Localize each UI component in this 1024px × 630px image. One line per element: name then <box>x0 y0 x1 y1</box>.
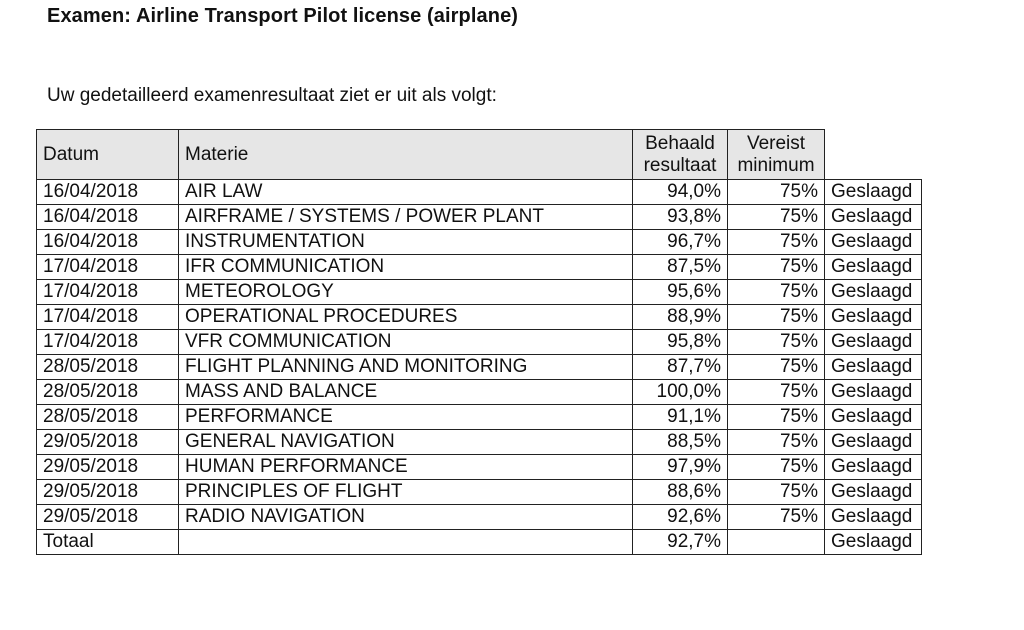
score-cell: 88,9% <box>633 305 728 330</box>
subject-cell: OPERATIONAL PROCEDURES <box>179 305 633 330</box>
header-minimum-line1: Vereist <box>746 132 806 154</box>
score-cell: 87,5% <box>633 255 728 280</box>
score-cell: 93,8% <box>633 205 728 230</box>
header-row <box>37 130 922 180</box>
minimum-cell: 75% <box>728 180 825 205</box>
table-row <box>37 430 922 455</box>
page-title: Examen: Airline Transport Pilot license (airplane) <box>47 5 519 27</box>
results-table <box>36 129 922 555</box>
header-minimum-line2: minimum <box>737 154 815 176</box>
date-cell: 17/04/2018 <box>37 255 179 280</box>
date-cell: 28/05/2018 <box>37 355 179 380</box>
status-cell: Geslaagd <box>825 255 922 280</box>
minimum-cell: 75% <box>728 330 825 355</box>
minimum-cell: 75% <box>728 230 825 255</box>
score-cell: 100,0% <box>633 380 728 405</box>
subject-cell: RADIO NAVIGATION <box>179 505 633 530</box>
table-row <box>37 480 922 505</box>
subject-cell: PERFORMANCE <box>179 405 633 430</box>
header-score-line1: Behaald <box>645 132 715 154</box>
table-row <box>37 380 922 405</box>
total-minimum <box>728 530 825 555</box>
subject-cell: VFR COMMUNICATION <box>179 330 633 355</box>
date-cell: 29/05/2018 <box>37 480 179 505</box>
status-cell: Geslaagd <box>825 505 922 530</box>
subject-cell: MASS AND BALANCE <box>179 380 633 405</box>
minimum-cell: 75% <box>728 205 825 230</box>
header-score <box>633 130 728 180</box>
status-cell: Geslaagd <box>825 205 922 230</box>
status-cell: Geslaagd <box>825 305 922 330</box>
total-row <box>37 530 922 555</box>
minimum-cell: 75% <box>728 280 825 305</box>
date-cell: 28/05/2018 <box>37 380 179 405</box>
table-row <box>37 280 922 305</box>
table-row <box>37 355 922 380</box>
date-cell: 29/05/2018 <box>37 430 179 455</box>
table-row <box>37 205 922 230</box>
minimum-cell: 75% <box>728 480 825 505</box>
subject-cell: GENERAL NAVIGATION <box>179 430 633 455</box>
score-cell: 94,0% <box>633 180 728 205</box>
minimum-cell: 75% <box>728 255 825 280</box>
table-row <box>37 405 922 430</box>
status-cell: Geslaagd <box>825 355 922 380</box>
status-cell: Geslaagd <box>825 280 922 305</box>
date-cell: 16/04/2018 <box>37 230 179 255</box>
date-cell: 28/05/2018 <box>37 405 179 430</box>
subject-cell: AIRFRAME / SYSTEMS / POWER PLANT <box>179 205 633 230</box>
header-score-line2: resultaat <box>643 154 717 176</box>
table-row <box>37 330 922 355</box>
total-status: Geslaagd <box>825 530 922 555</box>
date-cell: 17/04/2018 <box>37 305 179 330</box>
minimum-cell: 75% <box>728 305 825 330</box>
table-row <box>37 255 922 280</box>
intro-text: Uw gedetailleerd examenresultaat ziet er uit als volgt: <box>47 85 497 106</box>
minimum-cell: 75% <box>728 380 825 405</box>
status-cell: Geslaagd <box>825 380 922 405</box>
status-cell: Geslaagd <box>825 180 922 205</box>
header-date: Datum <box>37 130 179 180</box>
subject-cell: AIR LAW <box>179 180 633 205</box>
date-cell: 16/04/2018 <box>37 180 179 205</box>
header-subject: Materie <box>179 130 633 180</box>
date-cell: 17/04/2018 <box>37 330 179 355</box>
score-cell: 97,9% <box>633 455 728 480</box>
subject-cell: FLIGHT PLANNING AND MONITORING <box>179 355 633 380</box>
subject-cell: IFR COMMUNICATION <box>179 255 633 280</box>
status-cell: Geslaagd <box>825 230 922 255</box>
table-row <box>37 455 922 480</box>
header-blank <box>825 130 922 180</box>
minimum-cell: 75% <box>728 455 825 480</box>
minimum-cell: 75% <box>728 430 825 455</box>
table-header <box>37 130 922 180</box>
total-score: 92,7% <box>633 530 728 555</box>
date-cell: 29/05/2018 <box>37 505 179 530</box>
status-cell: Geslaagd <box>825 430 922 455</box>
minimum-cell: 75% <box>728 505 825 530</box>
date-cell: 29/05/2018 <box>37 455 179 480</box>
subject-cell: METEOROLOGY <box>179 280 633 305</box>
total-subject <box>179 530 633 555</box>
date-cell: 16/04/2018 <box>37 205 179 230</box>
subject-cell: INSTRUMENTATION <box>179 230 633 255</box>
status-cell: Geslaagd <box>825 455 922 480</box>
table-row <box>37 180 922 205</box>
score-cell: 92,6% <box>633 505 728 530</box>
minimum-cell: 75% <box>728 355 825 380</box>
status-cell: Geslaagd <box>825 480 922 505</box>
status-cell: Geslaagd <box>825 405 922 430</box>
table-row <box>37 230 922 255</box>
subject-cell: HUMAN PERFORMANCE <box>179 455 633 480</box>
total-label: Totaal <box>37 530 179 555</box>
score-cell: 95,8% <box>633 330 728 355</box>
status-cell: Geslaagd <box>825 330 922 355</box>
subject-cell: PRINCIPLES OF FLIGHT <box>179 480 633 505</box>
score-cell: 91,1% <box>633 405 728 430</box>
table-body <box>37 180 922 530</box>
table-footer <box>37 530 922 555</box>
header-minimum <box>728 130 825 180</box>
score-cell: 88,6% <box>633 480 728 505</box>
date-cell: 17/04/2018 <box>37 280 179 305</box>
score-cell: 95,6% <box>633 280 728 305</box>
table-row <box>37 505 922 530</box>
score-cell: 96,7% <box>633 230 728 255</box>
score-cell: 87,7% <box>633 355 728 380</box>
table-row <box>37 305 922 330</box>
score-cell: 88,5% <box>633 430 728 455</box>
minimum-cell: 75% <box>728 405 825 430</box>
